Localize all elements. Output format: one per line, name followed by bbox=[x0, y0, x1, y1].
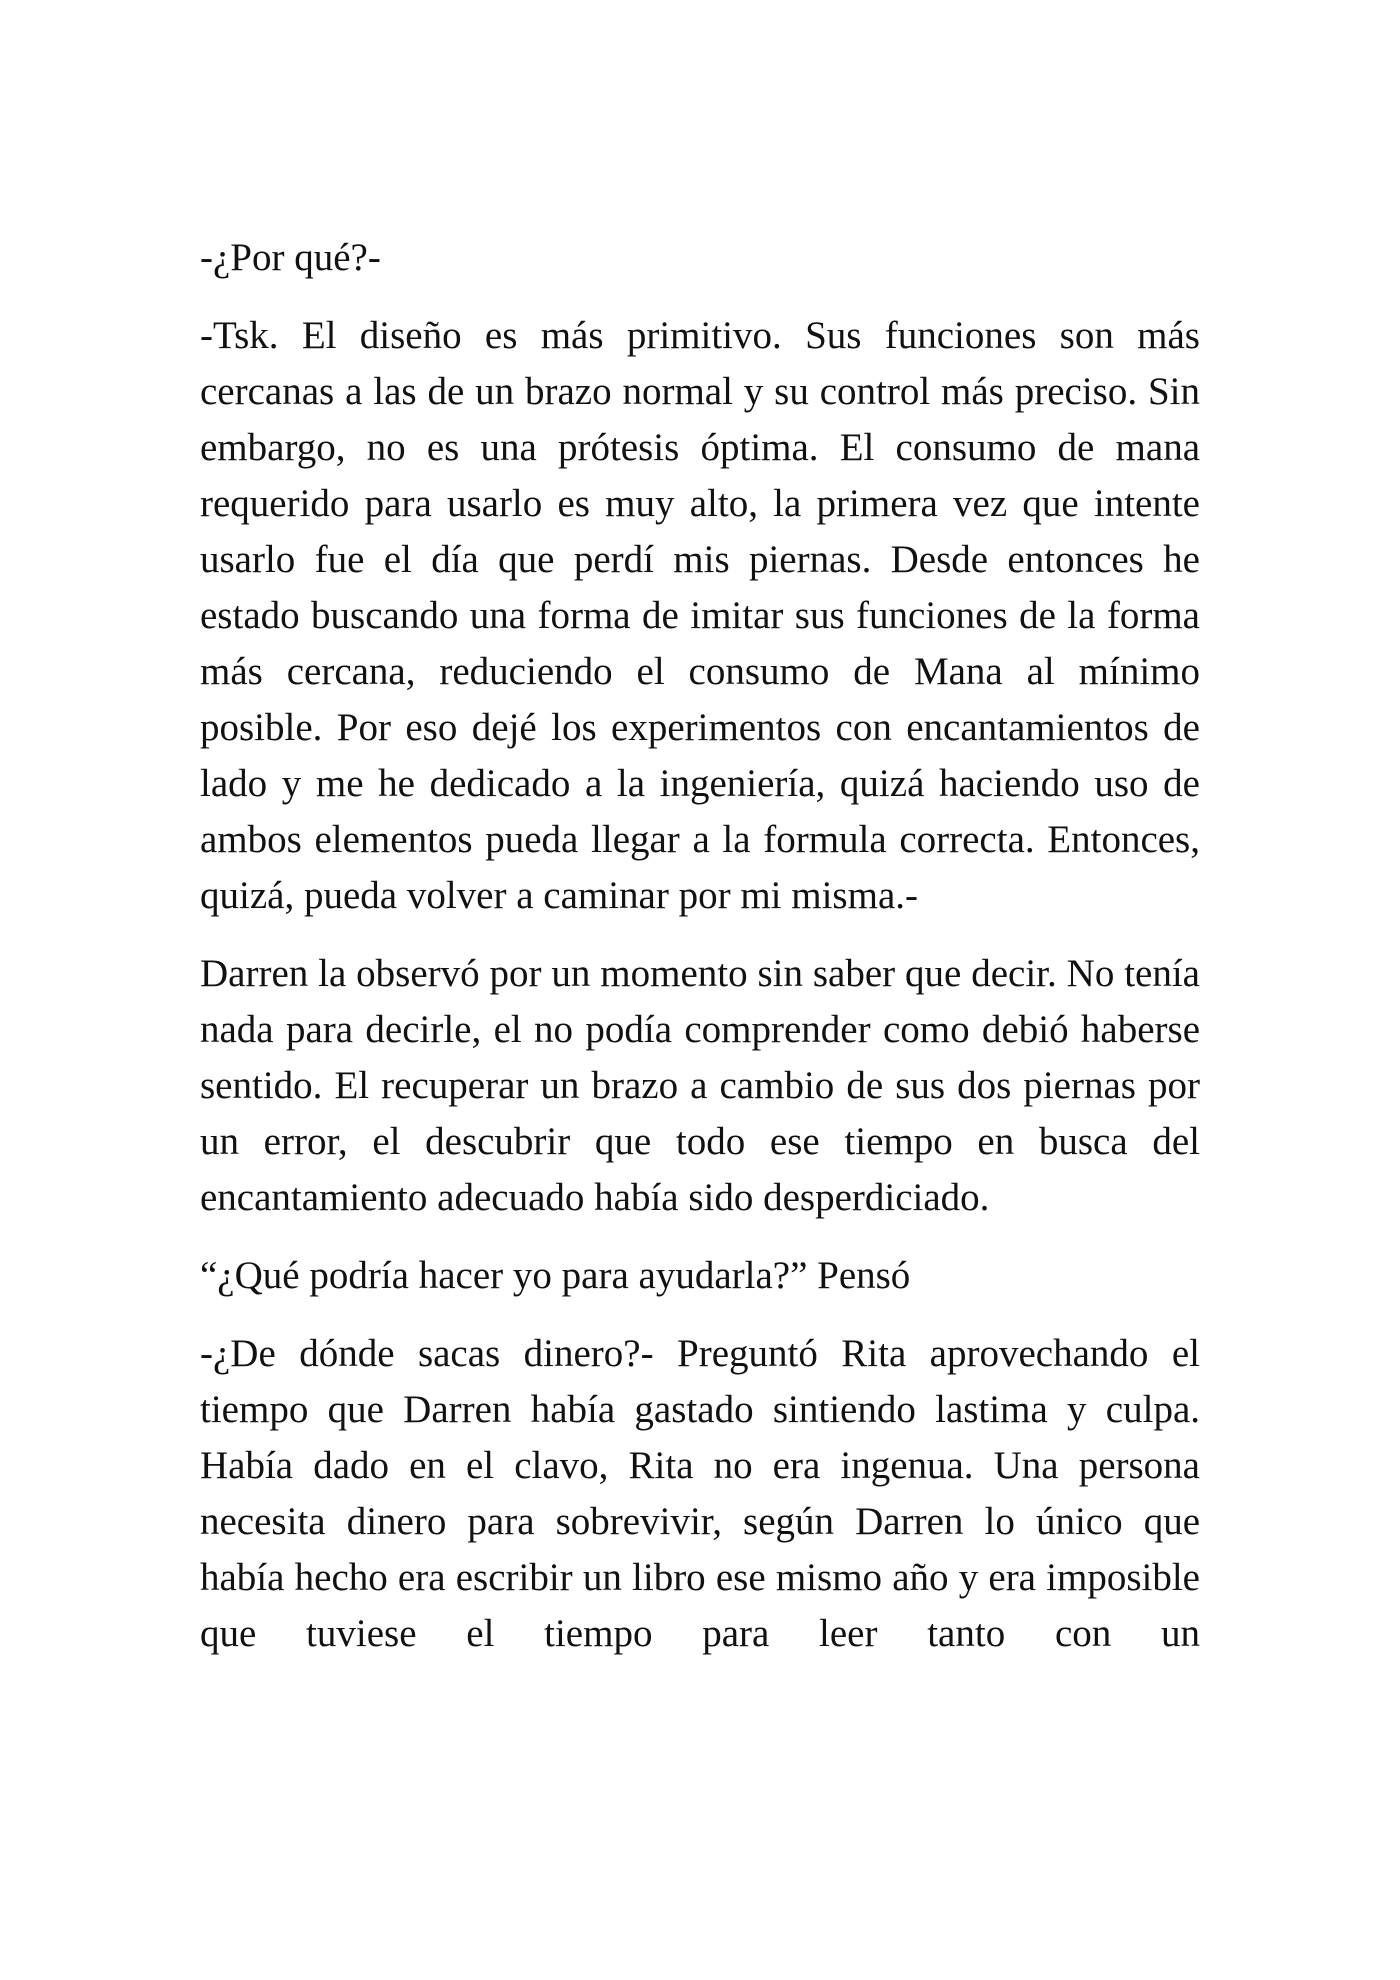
paragraph: -¿Por qué?- bbox=[200, 236, 381, 279]
page-body bbox=[200, 230, 1200, 1684]
paragraph: “¿Qué podría hacer yo para ayudarla?” Pensó bbox=[200, 1254, 911, 1297]
paragraph: -¿De dónde sacas dinero?- Preguntó Rita aprovechando el tiempo que Darren había gastado sintiendo lastima y culpa. Había dado en el clavo, Rita no era ingenua. Una persona necesita dinero para sobrevivir, según Darren lo único que había hecho era escribir un libro ese mismo año y era imposible que tuviese el tiempo para leer tanto con un bbox=[200, 1332, 1200, 1655]
paragraph: -Tsk. El diseño es más primitivo. Sus funciones son más cercanas a las de un brazo normal y su control más preciso. Sin embargo, no es una prótesis óptima. El consumo de mana requerido para usarlo es muy alto, la primera vez que intente usarlo fue el día que perdí mis piernas. Desde entonces he estado buscando una forma de imitar sus funciones de la forma más cercana, reduciendo el consumo de Mana al mínimo posible. Por eso dejé los experimentos con encantamientos de lado y me he dedicado a la ingeniería, quizá haciendo uso de ambos elementos pueda llegar a la formula correcta. Entonces, quizá, pueda volver a caminar por mi misma.- bbox=[200, 314, 1200, 917]
paragraph: Darren la observó por un momento sin saber que decir. No tenía nada para decirle, el no podía comprender como debió haberse sentido. El recuperar un brazo a cambio de sus dos piernas por un error, el descubrir que todo ese tiempo en busca del encantamiento adecuado había sido desperdiciado. bbox=[200, 952, 1200, 1219]
